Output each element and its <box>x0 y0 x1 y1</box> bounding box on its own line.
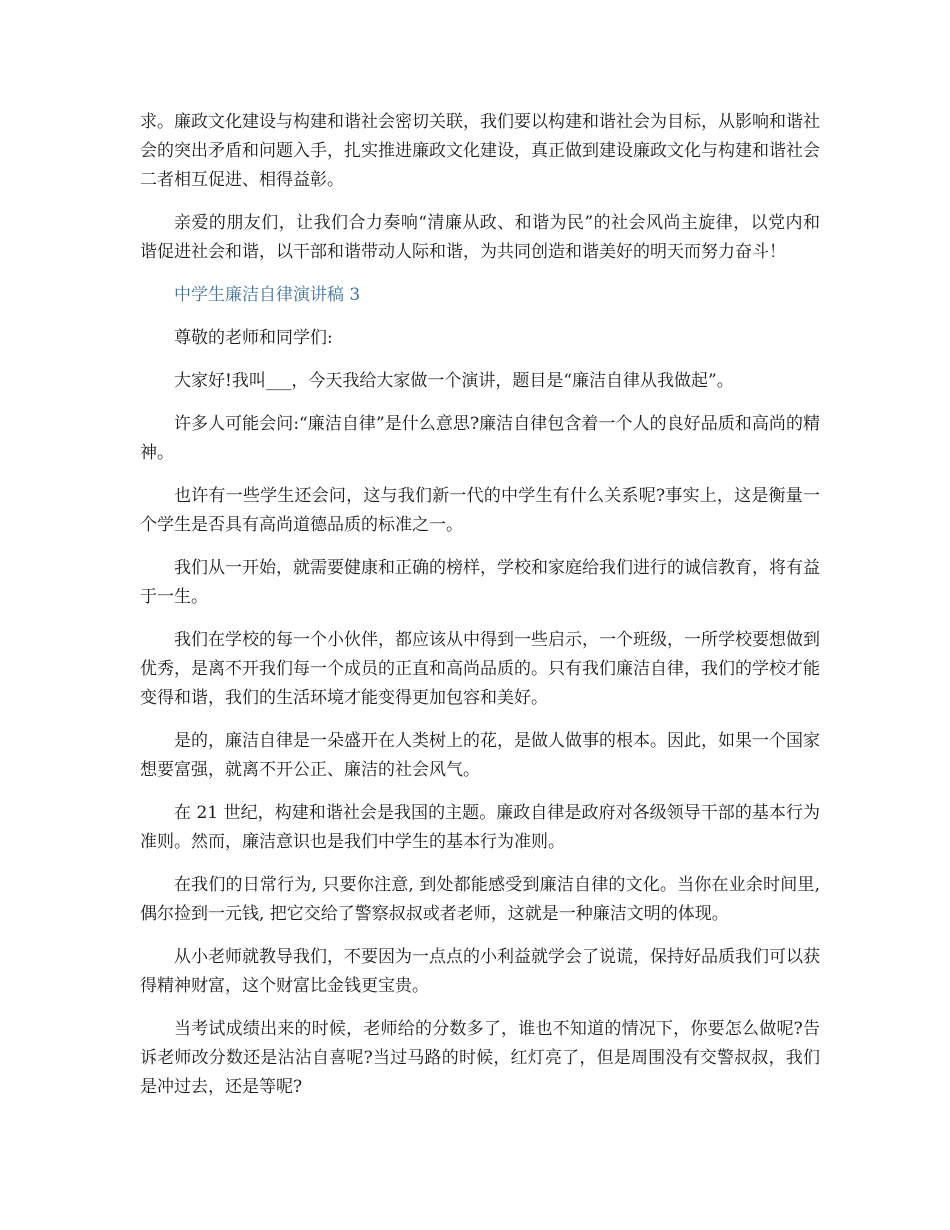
paragraph: 我们在学校的每一个小伙伴，都应该从中得到一些启示，一个班级，一所学校要想做到优秀，是离不开我们每一个成员的正直和高尚品质的。只有我们廉洁自律，我们的学校才能变得和谐，我们的生活环境才能变得更加包容和美好。 <box>140 630 820 708</box>
paragraph: 在 21 世纪，构建和谐社会是我国的主题。廉政自律是政府对各级领导干部的基本行为准则。然而，廉洁意识也是我们中学生的基本行为准则。 <box>140 803 820 852</box>
paragraph-closing: 亲爱的朋友们，让我们合力奏响“清廉从政、和谐为民”的社会风尚主旋律，以党内和谐促进社会和谐，以干部和谐带动人际和谐，为共同创造和谐美好的明天而努力奋斗！ <box>140 213 820 262</box>
paragraph: 从小老师就教导我们，不要因为一点点的小利益就学会了说谎，保持好品质我们可以获得精神财富，这个财富比金钱更宝贵。 <box>140 947 820 996</box>
paragraph-salutation: 尊敬的老师和同学们: <box>174 328 333 348</box>
paragraph-continued: 求。廉政文化建设与构建和谐社会密切关联，我们要以构建和谐社会为目标，从影响和谐社会的突出矛盾和问题入手，扎实推进廉政文化建设，真正做到建设廉政文化与构建和谐社会二者相互促进、相得益彰。 <box>140 112 820 190</box>
paragraph: 许多人可能会问:“廉洁自律”是什么意思?廉洁自律包含着一个人的良好品质和高尚的精神。 <box>140 414 820 463</box>
section-title: 中学生廉洁自律演讲稿 3 <box>174 285 361 305</box>
paragraph: 是的，廉洁自律是一朵盛开在人类树上的花，是做人做事的根本。因此，如果一个国家想要富强，就离不开公正、廉洁的社会风气。 <box>140 731 820 780</box>
document-page <box>140 108 820 1116</box>
paragraph-greeting: 大家好!我叫___，今天我给大家做一个演讲，题目是“廉洁自律从我做起”。 <box>174 371 734 391</box>
paragraph: 在我们的日常行为, 只要你注意, 到处都能感受到廉洁自律的文化。当你在业余时间里, 偶尔捡到一元钱, 把它交给了警察叔叔或者老师，这就是一种廉洁文明的体现。 <box>140 875 820 924</box>
paragraph: 也许有一些学生还会问，这与我们新一代的中学生有什么关系呢?事实上，这是衡量一个学生是否具有高尚道德品质的标准之一。 <box>140 486 820 535</box>
paragraph: 我们从一开始，就需要健康和正确的榜样，学校和家庭给我们进行的诚信教育，将有益于一生。 <box>140 558 820 607</box>
paragraph: 当考试成绩出来的时候，老师给的分数多了，谁也不知道的情况下，你要怎么做呢?告诉老师改分数还是沾沾自喜呢?当过马路的时候，红灯亮了，但是周围没有交警叔叔，我们是冲过去，还是等呢? <box>140 1019 820 1097</box>
